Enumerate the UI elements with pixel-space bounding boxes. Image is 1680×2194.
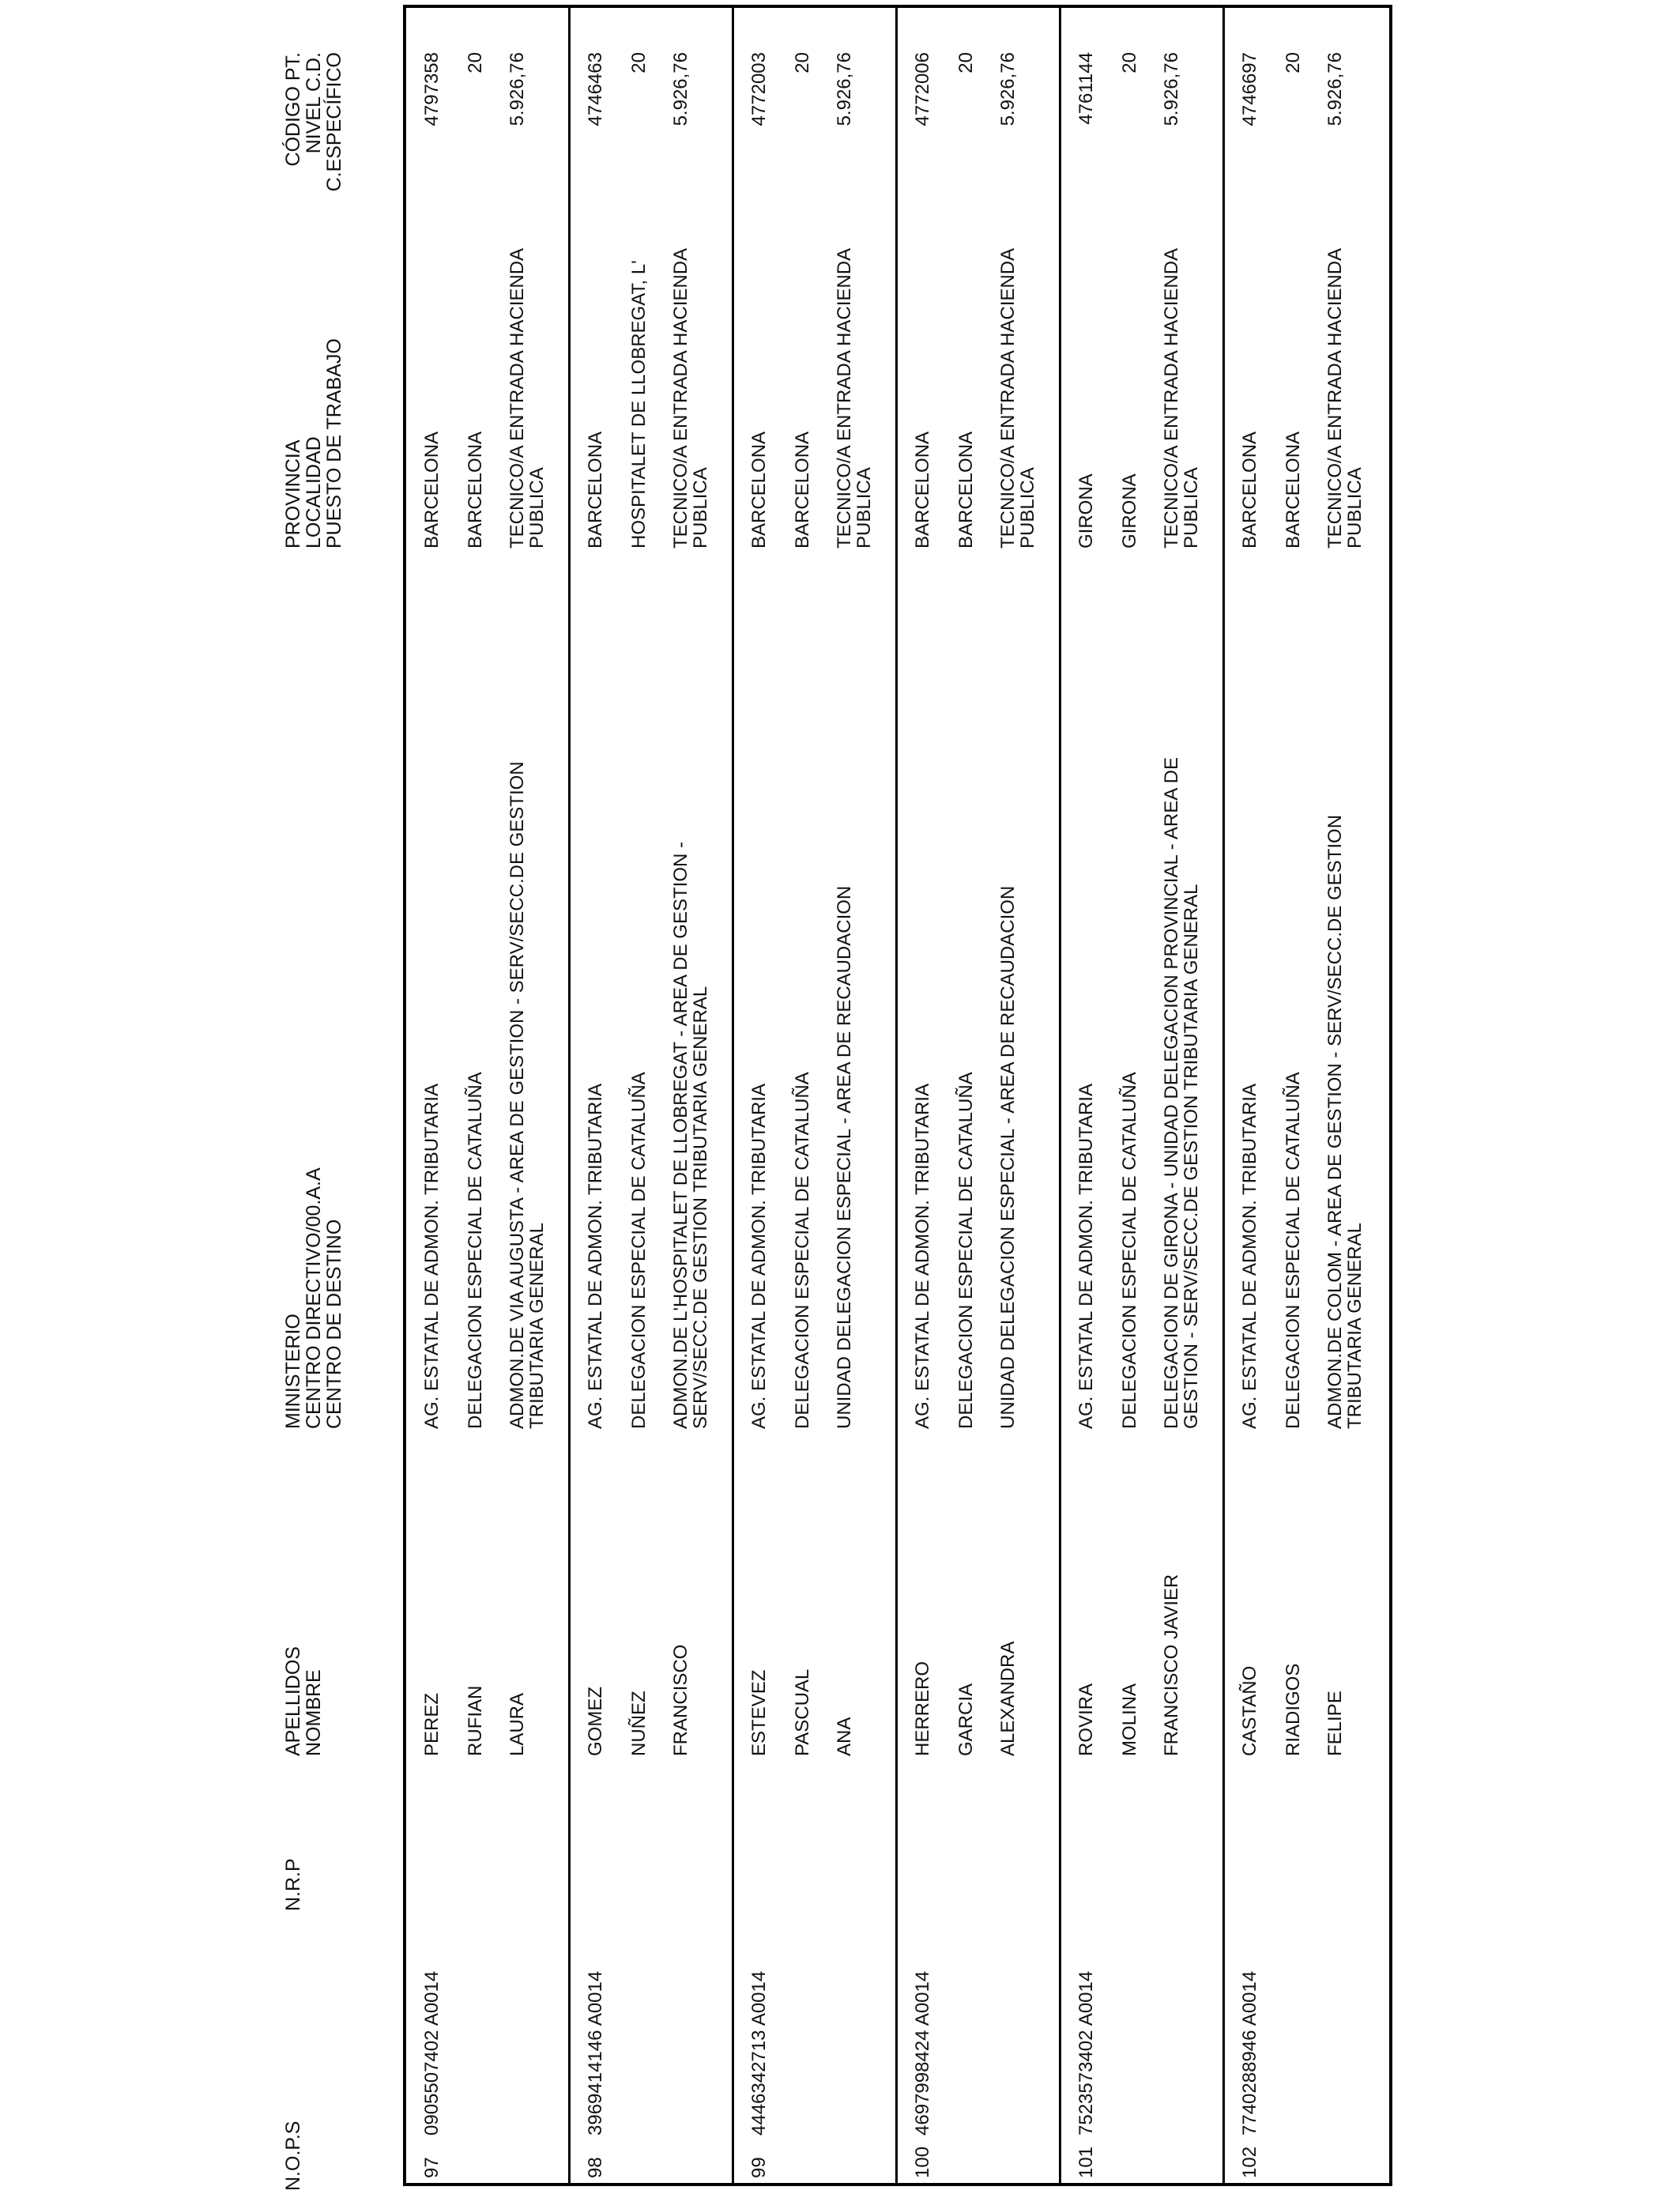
header-puesto-trabajo: PUESTO DE TRABAJO (323, 338, 345, 548)
nrp-value: 4446342713 A0014 (748, 1970, 770, 2136)
localidad-value: HOSPITALET DE LLOBREGAT, L' (628, 260, 650, 548)
puesto-trabajo-value: TECNICO/A ENTRADA HACIENDA PUBLICA (997, 247, 1038, 548)
centro-directivo-value: DELEGACION ESPECIAL DE CATALUÑA (1119, 1072, 1140, 1429)
nombre-value: FRANCISCO (670, 1644, 691, 1756)
provincia-value: GIRONA (1075, 473, 1097, 548)
nrp-value: 7740288946 A0014 (1239, 1970, 1260, 2136)
apellido2-value: MOLINA (1119, 1683, 1140, 1756)
apellido2-value: RUFIAN (465, 1685, 486, 1756)
nivel-cd-value: 20 (628, 52, 650, 74)
c-especifico-value: 5.926,76 (997, 52, 1019, 126)
centro-destino-value: ADMON.DE VIA AUGUSTA - AREA DE GESTION - SERV/SECC.DE GESTION TRIBUTARIA GENERAL (507, 761, 548, 1429)
nops-value: 98 (585, 2157, 606, 2178)
puesto-trabajo-value: TECNICO/A ENTRADA HACIENDA PUBLICA (670, 247, 711, 548)
provincia-value: BARCELONA (1239, 431, 1260, 548)
header-ministerio: MINISTERIO (282, 1314, 304, 1429)
nrp-value: 0905507402 A0014 (421, 1970, 443, 2136)
puesto-trabajo-value: TECNICO/A ENTRADA HACIENDA PUBLICA (507, 247, 548, 548)
provincia-value: BARCELONA (912, 431, 933, 548)
apellido2-value: PASCUAL (792, 1668, 813, 1756)
nivel-cd-value: 20 (792, 52, 813, 74)
nombre-value: ANA (834, 1717, 855, 1756)
codigo-pt-value: 4746697 (1239, 52, 1260, 126)
header-nrp-label: N.R.P (282, 1858, 304, 1911)
nops-value: 102 (1239, 2146, 1260, 2178)
header-ministerio-centro (283, 1167, 345, 1429)
centro-destino-value: UNIDAD DELEGACION ESPECIAL - AREA DE RECAUDACION (997, 885, 1019, 1429)
provincia-value: BARCELONA (585, 431, 606, 548)
puesto-trabajo-value: TECNICO/A ENTRADA HACIENDA PUBLICA (834, 247, 875, 548)
apellido1-value: HERRERO (912, 1661, 933, 1756)
apellido1-value: CASTAÑO (1239, 1665, 1260, 1756)
centro-destino-value: ADMON.DE L'HOSPITALET DE LLOBREGAT - AREA DE GESTION - SERV/SECC.DE GESTION TRIBUTARIA GENERAL (670, 842, 711, 1429)
centro-directivo-value: DELEGACION ESPECIAL DE CATALUÑA (792, 1072, 813, 1429)
nops-value: 101 (1075, 2146, 1097, 2178)
nombre-value: FELIPE (1324, 1691, 1346, 1756)
header-apellidos: APELLIDOS (282, 1646, 304, 1756)
apellido1-value: ROVIRA (1075, 1683, 1097, 1756)
header-c-especifico: C.ESPECÍFICO (323, 52, 345, 192)
header-centro-destino: CENTRO DE DESTINO (323, 1219, 345, 1429)
apellido2-value: GARCIA (955, 1683, 977, 1756)
c-especifico-value: 5.926,76 (834, 52, 855, 126)
nops-value: 97 (421, 2157, 443, 2178)
provincia-value: BARCELONA (748, 431, 770, 548)
codigo-pt-value: 4746463 (585, 52, 606, 126)
nrp-value: 7523573402 A0014 (1075, 1970, 1097, 2136)
codigo-pt-value: 4797358 (421, 52, 443, 126)
centro-destino-value: UNIDAD DELEGACION ESPECIAL - AREA DE RECAUDACION (834, 885, 855, 1429)
c-especifico-value: 5.926,76 (670, 52, 691, 126)
header-nops (283, 2121, 303, 2191)
header-provincia: PROVINCIA (282, 439, 304, 548)
nivel-cd-value: 20 (955, 52, 977, 74)
centro-destino-value: DELEGACION DE GIRONA - UNIDAD DELEGACION PROVINCIAL - AREA DE GESTION - SERV/SECC.DE GESTION TRIBUTARIA GENERAL (1161, 757, 1202, 1429)
row-separator (1222, 5, 1225, 2186)
header-centro-directivo: CENTRO DIRECTIVO/00.A.A (303, 1167, 325, 1429)
row-separator (895, 5, 898, 2186)
apellido1-value: GOMEZ (585, 1687, 606, 1756)
c-especifico-value: 5.926,76 (1161, 52, 1182, 126)
header-nivel-cd: NIVEL C.D. (303, 52, 325, 154)
ministerio-value: AG. ESTATAL DE ADMON. TRIBUTARIA (585, 1084, 606, 1429)
puesto-trabajo-value: TECNICO/A ENTRADA HACIENDA PUBLICA (1161, 247, 1202, 548)
nrp-value: 3969414146 A0014 (585, 1970, 606, 2136)
centro-destino-value: ADMON.DE COLOM - AREA DE GESTION - SERV/SECC.DE GESTION TRIBUTARIA GENERAL (1324, 814, 1365, 1429)
codigo-pt-value: 4772006 (912, 52, 933, 126)
ministerio-value: AG. ESTATAL DE ADMON. TRIBUTARIA (912, 1084, 933, 1429)
nombre-value: LAURA (507, 1692, 528, 1756)
nivel-cd-value: 20 (1119, 52, 1140, 74)
row-separator (568, 5, 571, 2186)
centro-directivo-value: DELEGACION ESPECIAL DE CATALUÑA (465, 1072, 486, 1429)
nrp-value: 4697998424 A0014 (912, 1970, 933, 2136)
nops-value: 100 (912, 2146, 933, 2178)
ministerio-value: AG. ESTATAL DE ADMON. TRIBUTARIA (421, 1084, 443, 1429)
ministerio-value: AG. ESTATAL DE ADMON. TRIBUTARIA (1239, 1084, 1260, 1429)
nombre-value: FRANCISCO JAVIER (1161, 1574, 1182, 1756)
header-nombre: NOMBRE (303, 1669, 325, 1756)
ministerio-value: AG. ESTATAL DE ADMON. TRIBUTARIA (748, 1084, 770, 1429)
nivel-cd-value: 20 (465, 52, 486, 74)
apellido2-value: NUÑEZ (628, 1691, 650, 1756)
apellido2-value: RIADIGOS (1283, 1663, 1304, 1756)
ministerio-value: AG. ESTATAL DE ADMON. TRIBUTARIA (1075, 1084, 1097, 1429)
localidad-value: BARCELONA (955, 431, 977, 548)
header-provincia-localidad (283, 338, 345, 548)
centro-directivo-value: DELEGACION ESPECIAL DE CATALUÑA (1283, 1072, 1304, 1429)
row-separator (1059, 5, 1061, 2186)
header-localidad: LOCALIDAD (303, 436, 325, 548)
codigo-pt-value: 4761144 (1075, 52, 1097, 125)
row-separator (732, 5, 734, 2186)
nombre-value: ALEXANDRA (997, 1641, 1019, 1756)
nivel-cd-value: 20 (1283, 52, 1304, 74)
localidad-value: GIRONA (1119, 473, 1140, 548)
centro-directivo-value: DELEGACION ESPECIAL DE CATALUÑA (628, 1072, 650, 1429)
apellido1-value: ESTEVEZ (748, 1669, 770, 1756)
provincia-value: BARCELONA (421, 431, 443, 548)
header-nops-label: N.O.P.S (282, 2120, 304, 2191)
centro-directivo-value: DELEGACION ESPECIAL DE CATALUÑA (955, 1072, 977, 1429)
header-codigo-pt: CÓDIGO PT. (282, 52, 304, 167)
apellido1-value: PEREZ (421, 1692, 443, 1756)
nops-value: 99 (748, 2157, 770, 2178)
codigo-pt-value: 4772003 (748, 52, 770, 126)
header-apellidos-nombre (283, 1646, 324, 1756)
c-especifico-value: 5.926,76 (1324, 52, 1346, 126)
header-codigo-nivel (283, 52, 345, 281)
header-nrp (283, 1858, 303, 1911)
localidad-value: BARCELONA (1283, 431, 1304, 548)
localidad-value: BARCELONA (792, 431, 813, 548)
c-especifico-value: 5.926,76 (507, 52, 528, 126)
puesto-trabajo-value: TECNICO/A ENTRADA HACIENDA PUBLICA (1324, 247, 1365, 548)
localidad-value: BARCELONA (465, 431, 486, 548)
